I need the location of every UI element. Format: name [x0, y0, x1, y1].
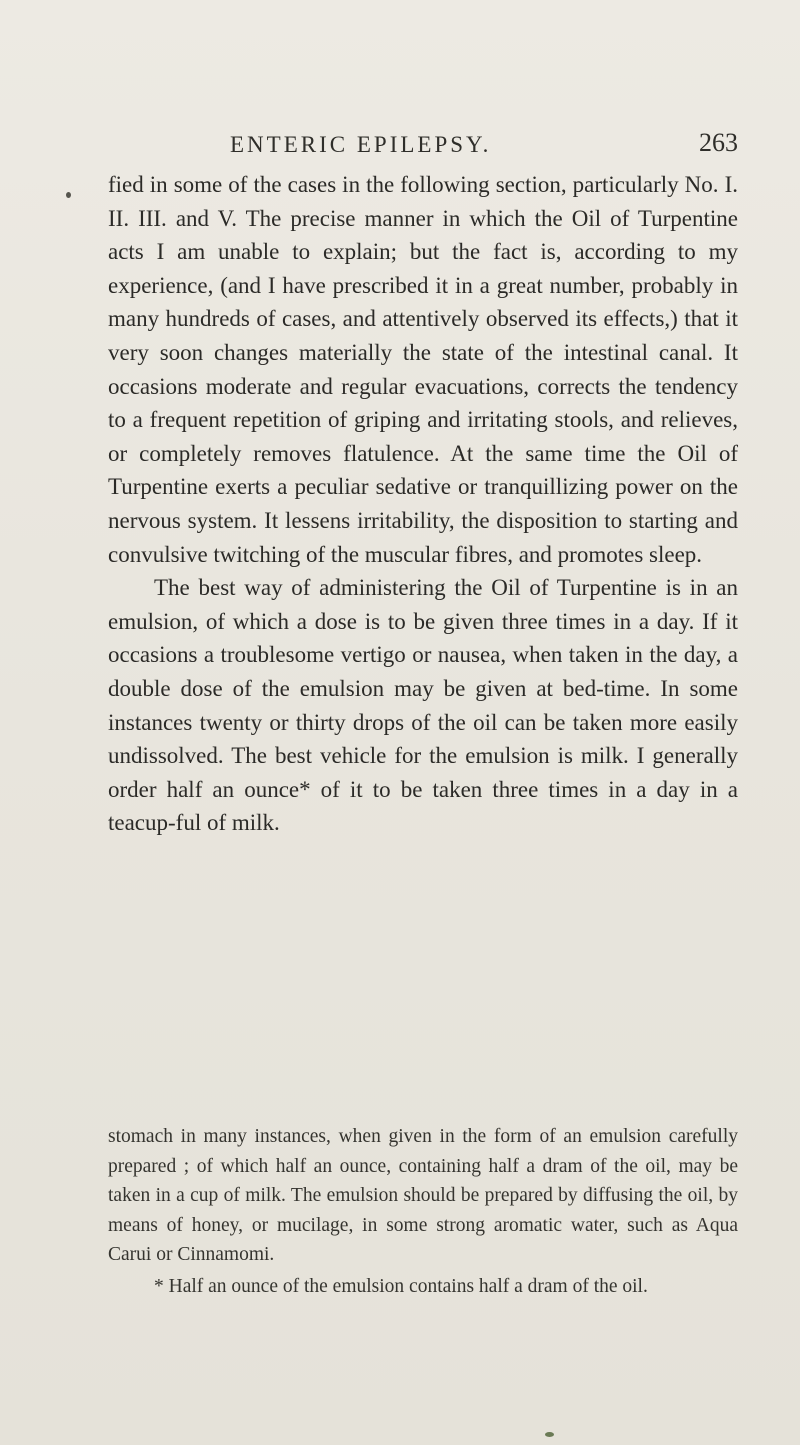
- paragraph-continued: fied in some of the cases in the following section, particularly No. I. II. III. and V. The precise manner in which the Oil of Turpentine acts I am unable to explain; but the fact is, according to my experience, (and I have prescribed it in a great number, probably in many hundreds of cases, and attentively observed its effects,) that it very soon changes materially the state of the intestinal canal. It occasions moderate and regular evacuations, corrects the tendency to a frequent repetition of griping and irritating stools, and relieves, or completely removes flatulence. At the same time the Oil of Turpentine exerts a peculiar sedative or tranquillizing power on the nervous system. It lessens irritability, the disposition to starting and convulsive twitching of the muscular fibres, and promotes sleep.: [108, 172, 738, 567]
- paragraph-administering: The best way of administering the Oil of Turpentine is in an emulsion, of which a dose is to be given three times in a day. If it occasions a troublesome vertigo or nausea, when taken in the day, a double dose of the emulsion may be given at bed-time. In some instances twenty or thirty drops of the oil can be taken more easily undissolved. The best vehicle for the emulsion is milk. I generally order half an ounce* of it to be taken three times in a day in a teacup-ful of milk.: [108, 575, 738, 836]
- ink-speck: [545, 1432, 554, 1437]
- running-head: [110, 128, 740, 168]
- main-text: [108, 168, 738, 840]
- running-title: ENTERIC EPILEPSY.: [230, 132, 492, 157]
- ink-speck: [66, 192, 71, 198]
- footnotes: [108, 1122, 738, 1301]
- page-number: 263: [699, 128, 738, 157]
- footnote-asterisk: * Half an ounce of the emulsion contains half a dram of the oil.: [154, 1275, 648, 1297]
- footnote-continued: stomach in many instances, when given in the form of an emulsion carefully prepared ; of which half an ounce, containing half a dram of the oil, may be taken in a cup of milk. The emulsion should be prepared by diffusing the oil, by means of honey, or mucilage, in some strong aromatic water, such as Aqua Carui or Cinnamomi.: [108, 1126, 738, 1265]
